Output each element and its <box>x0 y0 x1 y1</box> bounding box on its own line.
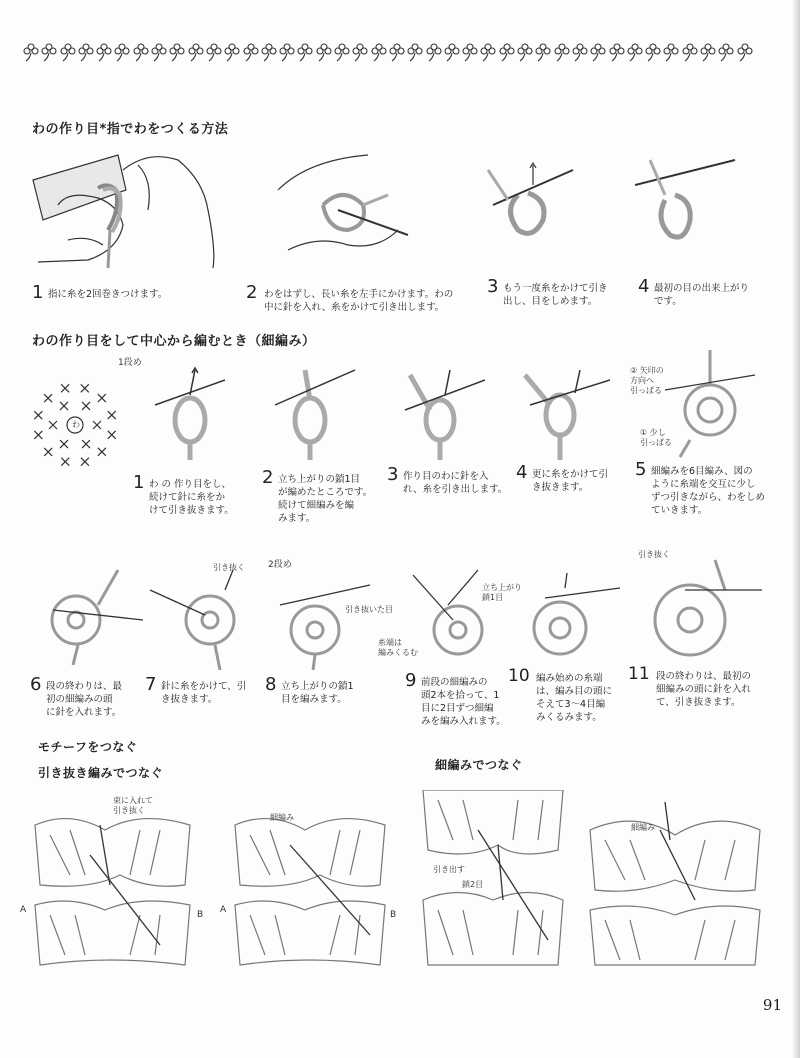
figure-sc-step-8 <box>275 575 375 670</box>
clover-ornament-icon <box>22 42 40 62</box>
figure-sc-step-6 <box>38 565 148 665</box>
clover-ornament-icon <box>333 42 351 62</box>
clover-ornament-icon <box>242 42 260 62</box>
clover-ornament-icon <box>113 42 131 62</box>
label-b-2: B <box>390 910 397 920</box>
clover-ornament-icon <box>553 42 571 62</box>
clover-ornament-icon <box>388 42 406 62</box>
ring-step-4-text: 最初の目の出来上がり です。 <box>654 283 750 307</box>
clover-ornament-icon <box>626 42 644 62</box>
clover-ornament-icon <box>260 42 278 62</box>
clover-ornament-icon <box>95 42 113 62</box>
sc-step-4-text: 更に糸をかけて引 き抜きます。 <box>532 469 609 493</box>
sc-step-9-text: 前段の細編みの 頭2本を拾って、1 目に2目ずつ細編 みを編み入れます。 <box>421 677 506 727</box>
figure-sc-step-7 <box>145 570 255 670</box>
page-number: 91 <box>762 996 782 1014</box>
clover-ornament-icon <box>699 42 717 62</box>
sc-step-9-number: 9 <box>405 670 417 691</box>
label-pulled-stitch: 引き抜いた目 <box>345 605 393 614</box>
clover-ornament-icon <box>59 42 77 62</box>
stitch-mark-x <box>81 384 89 392</box>
clover-ornament-icon <box>644 42 662 62</box>
clover-ornament-icon <box>608 42 626 62</box>
section-title-ring-method: わの作り目*指でわをつくる方法 <box>32 122 229 137</box>
ornament-border <box>22 38 754 66</box>
clover-ornament-icon <box>571 42 589 62</box>
label-pull-through-2: 引き抜く <box>638 550 670 559</box>
stitch-mark-x <box>60 440 68 448</box>
clover-ornament-icon <box>40 42 58 62</box>
stitch-mark-x <box>61 384 69 392</box>
stitch-mark-x <box>82 440 90 448</box>
stitch-mark-x <box>34 411 42 419</box>
ring-step-3-number: 3 <box>487 276 499 297</box>
clover-ornament-icon <box>315 42 333 62</box>
figure-sc-step-10 <box>515 568 625 668</box>
figure-sc-step-2 <box>270 360 360 460</box>
figure-sc-step-4 <box>520 365 610 460</box>
clover-ornament-icon <box>150 42 168 62</box>
label-ring-center: わ <box>72 420 80 429</box>
sc-step-6-text: 段の終わりは、最 初の細編みの頭 に針を入れます。 <box>46 681 123 718</box>
clover-ornament-icon <box>168 42 186 62</box>
sc-step-5-number: 5 <box>635 459 647 480</box>
label-b-1: B <box>197 910 204 920</box>
sc-step-3-text: 作り目のわに針を入 れ、糸を引き出します。 <box>403 471 508 495</box>
stitch-mark-x <box>93 421 101 429</box>
figure-sc-step-5 <box>660 345 760 460</box>
ring-step-3-text: もう一度糸をかけて引き 出し、目をしめます。 <box>503 283 608 307</box>
stitch-mark-x <box>108 411 116 419</box>
label-a-1: A <box>20 905 27 915</box>
sc-step-7-number: 7 <box>145 674 157 695</box>
figure-join-sc-1 <box>418 790 568 970</box>
figure-ring-step-4 <box>630 155 740 255</box>
clover-ornament-icon <box>443 42 461 62</box>
clover-ornament-icon <box>425 42 443 62</box>
figure-sc-step-9 <box>408 565 508 670</box>
section-title-slip-stitch-join: 引き抜き編みでつなぐ <box>38 766 164 780</box>
figure-ring-step-2 <box>268 150 418 260</box>
ring-step-4-number: 4 <box>638 276 650 297</box>
clover-ornament-icon <box>736 42 754 62</box>
stitch-mark-x <box>61 458 69 466</box>
figure-join-slip-1 <box>30 815 195 970</box>
figure-sc-step-11 <box>640 550 765 665</box>
ring-step-2-number: 2 <box>246 282 258 303</box>
figure-sc-step-3 <box>395 365 485 460</box>
clover-ornament-icon <box>296 42 314 62</box>
clover-ornament-icon <box>461 42 479 62</box>
clover-ornament-icon <box>534 42 552 62</box>
label-sc: 細編み <box>270 813 294 822</box>
sc-step-11-text: 段の終わりは、最初の 細編みの頭に針を入れ て、引き抜きます。 <box>656 671 752 708</box>
sc-step-11-number: 11 <box>628 664 650 684</box>
page-edge-shadow <box>792 0 800 1058</box>
figure-sc-step-1 <box>150 365 230 460</box>
sc-step-10-text: 編み始めの糸端 は、編み目の頭に そえて3〜4目編 みくるみます。 <box>536 673 613 723</box>
section-title-single-crochet: わの作り目をして中心から編むとき（細編み） <box>32 334 316 349</box>
stitch-mark-x <box>98 448 106 456</box>
stitch-mark-x <box>44 448 52 456</box>
clover-ornament-icon <box>187 42 205 62</box>
section-title-sc-join: 細編みでつなぐ <box>435 758 523 772</box>
stitch-mark-x <box>108 431 116 439</box>
stitch-mark-x <box>49 421 57 429</box>
label-both-loops: 束に入れて 引き抜く <box>113 796 153 815</box>
figure-ring-step-3 <box>478 155 578 245</box>
label-round-1: 1段め <box>118 358 142 368</box>
clover-ornament-icon <box>717 42 735 62</box>
stitch-mark-x <box>44 394 52 402</box>
sc-step-1-number: 1 <box>133 472 145 493</box>
clover-ornament-icon <box>681 42 699 62</box>
label-chain-2: 鎖2目 <box>462 880 484 889</box>
label-pull-little: ① 少し 引っぱる <box>640 428 672 447</box>
ring-step-1-text: 指に糸を2回巻きつけます。 <box>48 289 168 300</box>
sc-step-10-number: 10 <box>508 666 530 686</box>
clover-ornament-icon <box>589 42 607 62</box>
clover-ornament-icon <box>498 42 516 62</box>
sc-step-2-text: 立ち上がりの鎖1目 が編めたところです。 続けて細編みを編 みます。 <box>278 474 373 524</box>
clover-ornament-icon <box>479 42 497 62</box>
sc-step-8-number: 8 <box>265 674 277 695</box>
clover-ornament-icon <box>370 42 388 62</box>
figure-join-slip-2 <box>230 815 390 970</box>
label-wrap-tail: 糸端は 編みくるむ <box>378 638 418 657</box>
sc-step-8-text: 立ち上がりの鎖1 目を編みます。 <box>281 681 354 705</box>
label-draw-out: 引き出す <box>433 865 465 874</box>
label-round-2: 2段め <box>268 560 292 570</box>
clover-ornament-icon <box>662 42 680 62</box>
sc-step-1-text: わ の 作り目をし、 続けて針に糸をか けて引き抜きます。 <box>149 479 234 516</box>
sc-step-5-text: 細編みを6目編み、図の ように糸端を交互に少し ずつ引きながら、わをしめ ていきます。 <box>651 466 766 516</box>
sc-step-3-number: 3 <box>387 464 399 485</box>
stitch-mark-x <box>60 402 68 410</box>
sc-step-6-number: 6 <box>30 674 42 695</box>
ring-step-2-text: わをはずし、長い糸を左手にかけます。わの 中に針を入れ、糸をかけて引き出します。 <box>264 289 454 313</box>
stitch-mark-x <box>34 431 42 439</box>
label-rise-chain: 立ち上がり 鎖1目 <box>482 583 522 602</box>
stitch-mark-x <box>81 458 89 466</box>
sc-step-4-number: 4 <box>516 462 528 483</box>
label-sc-2: 細編み <box>631 823 655 832</box>
label-pull-through: 引き抜く <box>213 563 245 572</box>
clover-ornament-icon <box>278 42 296 62</box>
clover-ornament-icon <box>516 42 534 62</box>
sc-step-2-number: 2 <box>262 467 274 488</box>
clover-ornament-icon <box>406 42 424 62</box>
stitch-mark-x <box>82 402 90 410</box>
clover-ornament-icon <box>351 42 369 62</box>
stitch-mark-x <box>98 394 106 402</box>
sc-step-7-text: 針に糸をかけて、引 き抜きます。 <box>161 681 247 705</box>
clover-ornament-icon <box>205 42 223 62</box>
figure-ring-step-1 <box>28 150 228 270</box>
clover-ornament-icon <box>132 42 150 62</box>
clover-ornament-icon <box>223 42 241 62</box>
label-arrow-direction: ② 矢印の 方向へ 引っぱる <box>630 366 664 395</box>
label-a-2: A <box>220 905 227 915</box>
clover-ornament-icon <box>77 42 95 62</box>
ring-step-1-number: 1 <box>32 282 44 303</box>
section-title-join-motifs: モチーフをつなぐ <box>38 740 138 754</box>
figure-join-sc-2 <box>585 800 765 970</box>
